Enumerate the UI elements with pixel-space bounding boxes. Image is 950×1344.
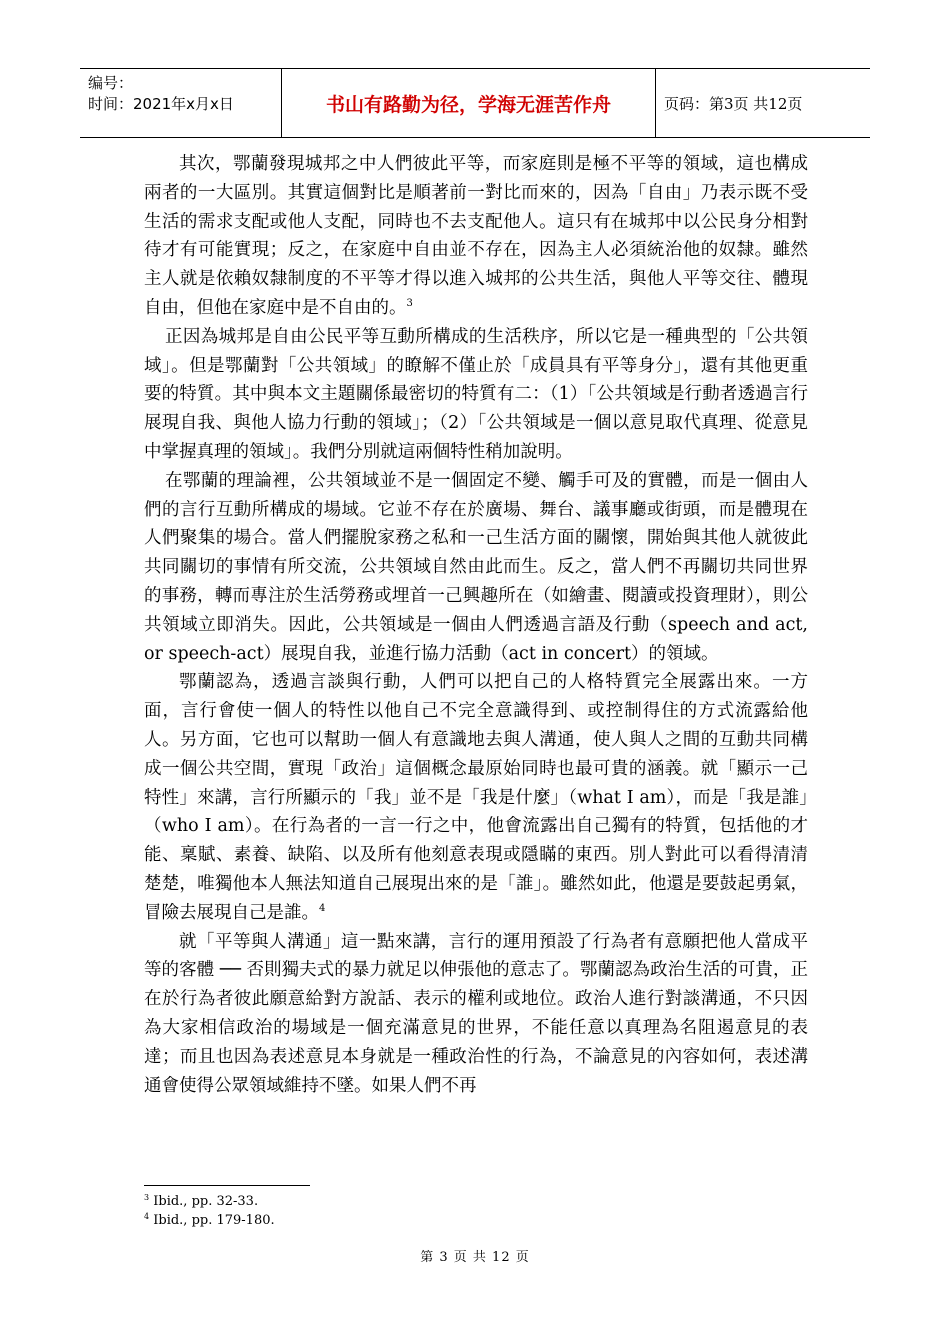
number-label: 编号： xyxy=(88,74,134,92)
paragraph: 其次，鄂蘭發現城邦之中人們彼此平等，而家庭則是極不平等的領域，這也構成兩者的一大區別。其實這個對比是順著前一對比而來的，因為「自由」乃表示既不受生活的需求支配或他人支配，同時也不去支配他人。這只有在城邦中以公民身分相對待才有可能實現；反之，在家庭中自由並不存在，因為主人必須統治他的奴隸。雖然主人就是依賴奴隸制度的不平等才得以進入城邦的公共生活，與他人平等交往、體現自由，但他在家庭中是不自由的。$^3$ xyxy=(144,154,808,318)
page-header xyxy=(80,68,870,138)
header-page-info: 页码：第3页 共12页 xyxy=(664,94,803,113)
footnote-ref: 4 xyxy=(319,902,326,914)
paragraph: 鄂蘭認為，透過言談與行動，人們可以把自己的人格特質完全展露出來。一方面，言行會使一個人的特性以他自己不完全意識得到、或控制得住的方式流露給他人。另方面，它也可以幫助一個人有意識地去與人溝通，使人與人之間的互動共同構成一個公共空間，實現「政治」這個概念最原始同時也最可貴的涵義。就「顯示一己特性」來講，言行所顯示的「我」並不是「我是什麼」（what I am），而是「我是誰」（who I am）。在行為者的一言一行之中，他會流露出自己獨有的特質，包括他的才能、稟賦、素養、缺陷、以及所有他刻意表現或隱瞞的東西。別人對此可以看得清清楚楚，唯獨他本人無法知道自己展現出來的是「誰」。雖然如此，他還是要鼓起勇氣，冒險去展現自己是誰。$^4$ xyxy=(144,672,808,923)
footnote: $^3$ Ibid., pp. 32-33. xyxy=(144,1193,259,1209)
footnote: $^4$ Ibid., pp. 179-180. xyxy=(144,1212,275,1228)
paragraph: 就「平等與人溝通」這一點來講，言行的運用預設了行為者有意願把他人當成平等的客體 ── 否則獨夫式的暴力就足以伸張他的意志了。鄂蘭認為政治生活的可貴，正在於行為者彼此願意給對方說話、表示的權利或地位。政治人進行對談溝通，不只因為大家相信政治的場域是一個充滿意見的世界，不能任意以真理為名阻遏意見的表達；而且也因為表述意見本身就是一種政治性的行為，不論意見的內容如何，表述溝通會使得公眾領域維持不墜。如果人們不再 xyxy=(144,931,808,1096)
paragraph: 在鄂蘭的理論裡，公共領域並不是一個固定不變、觸手可及的實體，而是一個由人們的言行互動所構成的場域。它並不存在於廣場、舞台、議事廳或街頭，而是體現在人們聚集的場合。當人們擺脫家務之私和一己生活方面的關懷，開始與其他人就彼此共同關切的事情有所交流，公共領域自然由此而生。反之，當人們不再關切共同世界的事務，轉而專注於生活勞務或埋首一己興趣所在（如繪畫、閱讀或投資理財），則公共領域立即消失。因此，公共領域是一個由人們透過言語及行動（speech and act, or speech-act）展現自我，並進行協力活動（act in concert）的領域。 xyxy=(144,470,808,664)
header-meta xyxy=(80,69,282,137)
footnote-ref: 3 xyxy=(406,297,413,309)
date-label: 时间：2021年x月x日 xyxy=(88,95,234,113)
footnotes xyxy=(144,1192,275,1230)
paragraph: 正因為城邦是自由公民平等互動所構成的生活秩序，所以它是一種典型的「公共領域」。但是鄂蘭對「公共領域」的瞭解不僅止於「成員具有平等身分」，還有其他更重要的特質。其中與本文主題關係最密切的特質有二：（1）「公共領域是行動者透過言行展現自我、與他人協力行動的領域」；（2）「公共領域是一個以意見取代真理、從意見中掌握真理的領域」。我們分別就這兩個特性稍加說明。 xyxy=(144,326,808,462)
document-body xyxy=(144,150,808,1100)
footnote-divider xyxy=(144,1185,310,1186)
page-footer: 第 3 页 共 12 页 xyxy=(420,1250,530,1265)
header-motto: 书山有路勤为径，学海无涯苦作舟 xyxy=(282,69,656,137)
